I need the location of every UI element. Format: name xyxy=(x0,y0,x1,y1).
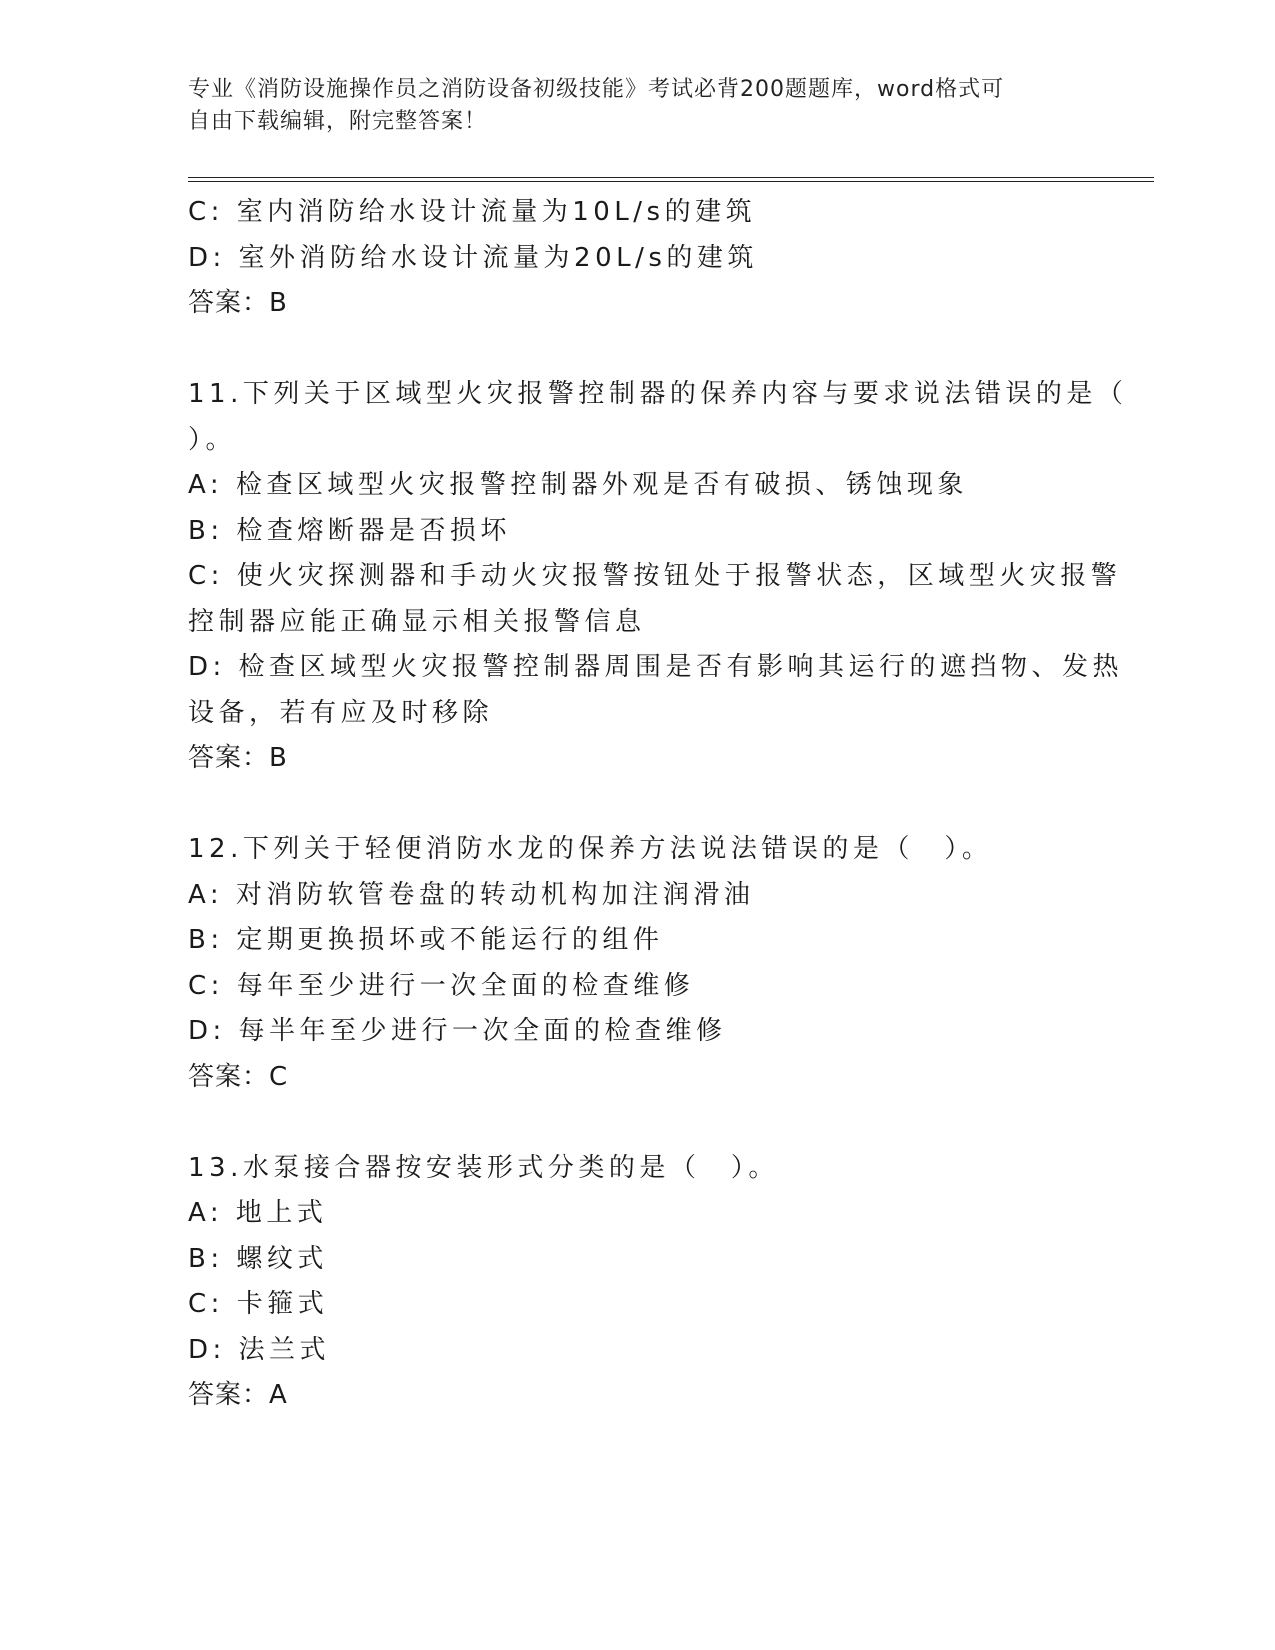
option-text: 检查熔断器是否损坏 xyxy=(236,515,511,546)
option-line xyxy=(188,1282,1088,1328)
option-line xyxy=(188,190,1088,236)
option-line xyxy=(188,463,1088,509)
answer-label: 答案： xyxy=(188,288,270,318)
option-line xyxy=(188,509,1088,555)
header-line-2: 自由下载编辑，附完整答案！ xyxy=(188,109,488,134)
option-text: 设备，若有应及时移除 xyxy=(188,697,494,728)
header-line-1: 专业《消防设施操作员之消防设备初级技能》考试必背200题题库，word格式可 xyxy=(188,77,1005,102)
answer-label: 答案： xyxy=(188,1380,270,1410)
answer-line xyxy=(188,281,1088,327)
question-content xyxy=(188,190,1128,1419)
answer-label: 答案： xyxy=(188,743,270,773)
answer-line xyxy=(188,1373,1088,1419)
answer-value: B xyxy=(269,288,288,318)
option-letter: A: xyxy=(188,879,224,910)
header-rule-top xyxy=(188,177,1154,178)
option-text: 室内消防给水设计流量为10L/s的建筑 xyxy=(236,197,757,227)
question-number: 13. xyxy=(188,1152,243,1183)
option-line xyxy=(188,554,1122,600)
option-letter: B: xyxy=(188,1243,224,1274)
option-letter: D: xyxy=(188,1334,226,1365)
answer-line xyxy=(188,1055,1088,1101)
option-line xyxy=(188,645,1124,691)
option-line xyxy=(188,1328,1088,1374)
question-stem xyxy=(188,1146,1088,1192)
question-stem-text: 水泵接合器按安装形式分类的是（ ）。 xyxy=(242,1152,779,1183)
question-stem xyxy=(188,372,1128,418)
option-text: 卡箍式 xyxy=(236,1289,329,1319)
answer-label: 答案： xyxy=(188,1061,270,1092)
option-text: 每半年至少进行一次全面的检查维修 xyxy=(238,1016,727,1046)
option-line xyxy=(188,918,1088,964)
option-letter: B: xyxy=(188,515,224,546)
option-line xyxy=(188,964,1088,1010)
option-text: 法兰式 xyxy=(238,1334,331,1365)
option-letter: D: xyxy=(188,242,226,273)
option-text: 使火灾探测器和手动火灾报警按钮处于报警状态，区域型火灾报警 xyxy=(236,561,1122,591)
option-text: 室外消防给水设计流量为20L/s的建筑 xyxy=(238,242,758,273)
option-text: 检查区域型火灾报警控制器周围是否有影响其运行的遮挡物、发热 xyxy=(238,652,1124,682)
option-text: 每年至少进行一次全面的检查维修 xyxy=(236,970,695,1001)
option-letter: C: xyxy=(188,197,224,227)
question-stem-text: 下列关于轻便消防水龙的保养方法说法错误的是（ ）。 xyxy=(242,834,993,864)
option-text: 检查区域型火灾报警控制器外观是否有破损、锈蚀现象 xyxy=(235,470,968,500)
option-letter: C: xyxy=(188,561,224,591)
option-line xyxy=(188,873,1088,919)
option-line xyxy=(188,1009,1088,1055)
option-text: 地上式 xyxy=(235,1198,328,1228)
question-number: 12. xyxy=(188,834,243,864)
option-letter: B: xyxy=(188,925,224,955)
option-line-continued xyxy=(188,691,1088,737)
document-header xyxy=(188,74,1068,138)
option-letter: D: xyxy=(188,1016,226,1046)
option-text: 控制器应能正确显示相关报警信息 xyxy=(188,606,646,637)
question-stem-continued xyxy=(188,418,1088,464)
option-line-continued xyxy=(188,600,1088,646)
answer-value: C xyxy=(269,1061,289,1092)
header-rule-bottom xyxy=(188,181,1154,182)
option-letter: C: xyxy=(188,1289,224,1319)
option-line xyxy=(188,236,1088,282)
answer-line xyxy=(188,736,1088,782)
option-letter: A: xyxy=(188,1198,224,1228)
option-line xyxy=(188,1191,1088,1237)
question-stem xyxy=(188,827,1088,873)
option-letter: A: xyxy=(188,470,224,500)
option-letter: D: xyxy=(188,652,226,682)
question-stem-text: ）。 xyxy=(188,424,237,455)
option-letter: C: xyxy=(188,970,224,1001)
answer-value: A xyxy=(269,1380,288,1410)
answer-value: B xyxy=(269,743,288,773)
question-number: 11. xyxy=(188,379,243,409)
option-text: 螺纹式 xyxy=(236,1243,328,1274)
option-text: 定期更换损坏或不能运行的组件 xyxy=(236,925,664,955)
option-line xyxy=(188,1237,1088,1283)
option-text: 对消防软管卷盘的转动机构加注润滑油 xyxy=(235,879,755,910)
question-stem-text: 下列关于区域型火灾报警控制器的保养内容与要求说法错误的是（ xyxy=(242,379,1128,409)
